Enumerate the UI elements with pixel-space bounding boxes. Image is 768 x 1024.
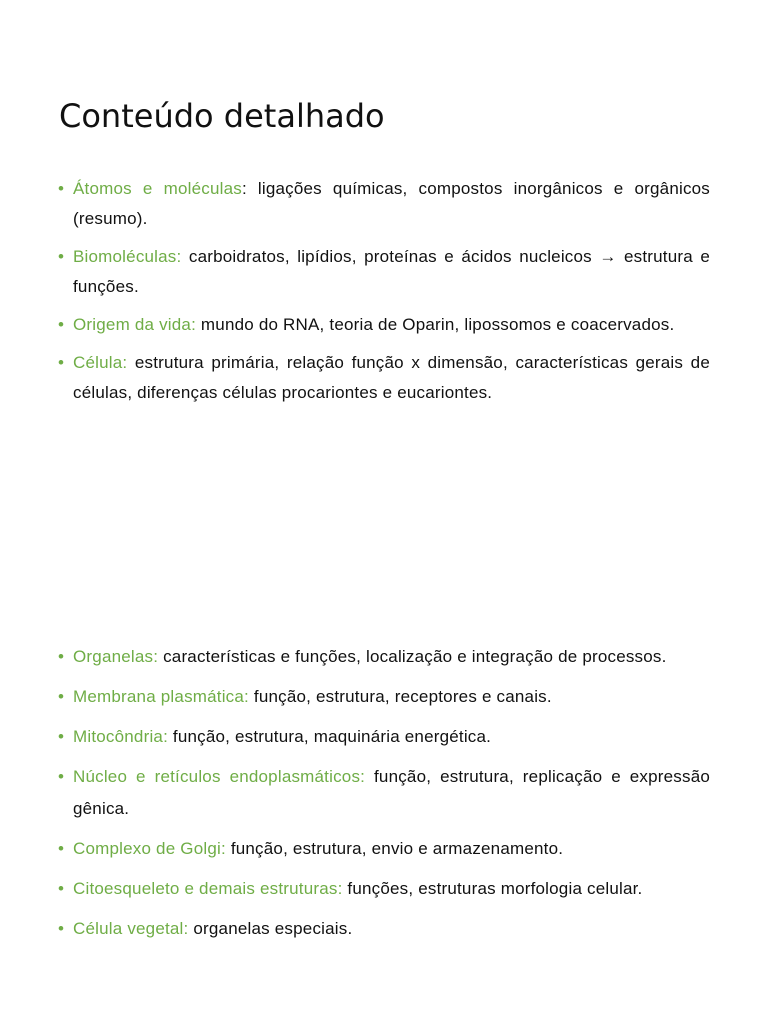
item-term: Organelas: [73, 647, 159, 666]
item-description: função, estrutura, maquinária energética. [168, 727, 492, 746]
list-item-atomos [58, 174, 710, 234]
item-description: características e funções, localização e integração de processos. [158, 647, 667, 666]
list-item-nucleo [58, 761, 710, 825]
item-term: Citoesqueleto e demais estruturas: [73, 879, 343, 898]
bullet-icon: • [58, 179, 65, 198]
item-description: organelas especiais. [188, 919, 353, 938]
bullet-icon: • [58, 727, 65, 746]
list-item-complexo-de-golgi [58, 833, 710, 865]
bullet-icon: • [58, 879, 65, 898]
bullet-icon: • [58, 247, 65, 266]
item-description: funções, estruturas morfologia celular. [342, 879, 643, 898]
item-term: Núcleo e retículos endoplasmáticos: [73, 767, 366, 786]
list-item-celula-vegetal [58, 913, 710, 945]
list-item-organelas [58, 641, 710, 673]
list-item-mitocondria [58, 721, 710, 753]
item-term: Origem da vida: [73, 315, 196, 334]
item-term: Membrana plasmática: [73, 687, 249, 706]
bullet-icon: • [58, 687, 65, 706]
item-description: função, estrutura, receptores e canais. [248, 687, 552, 706]
bullet-icon: • [58, 647, 65, 666]
page-title: Conteúdo detalhado [59, 97, 385, 135]
item-term: Complexo de Golgi: [73, 839, 226, 858]
item-term: Célula: [73, 353, 128, 372]
item-description: carboidratos, lipídios, proteínas e ácidos nucleicos → estrutura e funções. [73, 247, 710, 296]
list-item-membrana-plasmatica [58, 681, 710, 713]
list-item-origem-da-vida [58, 310, 710, 340]
item-term: Célula vegetal: [73, 919, 189, 938]
bullet-icon: • [58, 315, 65, 334]
bullet-icon: • [58, 767, 65, 786]
content-list-part-2 [58, 641, 710, 953]
list-item-biomoleculas [58, 242, 710, 302]
bullet-icon: • [58, 353, 65, 372]
item-description: estrutura primária, relação função x dimensão, características gerais de células, diferenças células procariontes e eucariontes. [73, 353, 710, 402]
item-description: função, estrutura, replicação e expressão gênica. [73, 767, 711, 818]
item-term: Biomoléculas: [73, 247, 182, 266]
bullet-icon: • [58, 919, 65, 938]
item-term: Átomos e moléculas [73, 179, 242, 198]
item-term: Mitocôndria: [73, 727, 168, 746]
content-list-part-1 [58, 174, 710, 416]
bullet-icon: • [58, 839, 65, 858]
item-description: função, estrutura, envio e armazenamento. [225, 839, 564, 858]
list-item-celula [58, 348, 710, 408]
item-description: mundo do RNA, teoria de Oparin, lipossomos e coacervados. [196, 315, 675, 334]
item-description: : ligações químicas, compostos inorgânicos e orgânicos (resumo). [73, 179, 711, 228]
list-item-citoesqueleto [58, 873, 710, 905]
